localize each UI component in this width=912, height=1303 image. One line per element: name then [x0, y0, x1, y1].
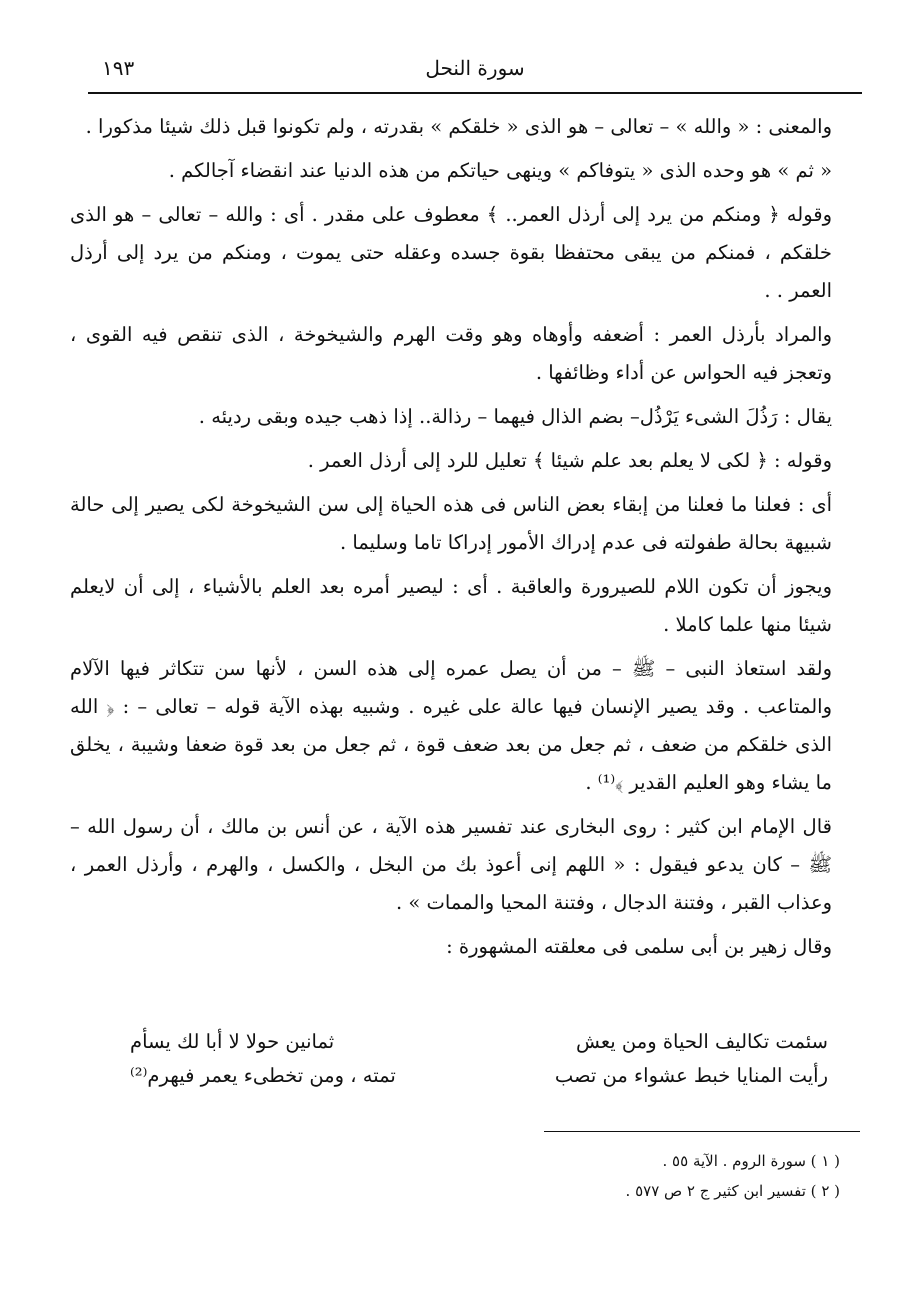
- header-rule: [88, 92, 862, 94]
- paragraph: « ثم » هو وحده الذى « يتوفاكم » وينهى حياتكم من هذه الدنيا عند انقضاء آجالكم .: [168, 159, 832, 182]
- footnote-rule: [544, 1131, 860, 1132]
- paragraph: ويجوز أن تكون اللام للصيرورة والعاقبة . أى : ليصير أمره بعد العلم بالأشياء ، إلى أن لايعلم شيئا منها علما كاملا .: [70, 575, 832, 636]
- paragraph: وقوله ﴿ ومنكم من يرد إلى أرذل العمر.. ﴾ معطوف على مقدر . أى : والله – تعالى – هو الذى خلقكم ، فمنكم من يبقى محتفظا بقوة جسده وعقله حتى يموت ، ومنكم من يرد إلى أرذل العمر . .: [70, 203, 832, 302]
- paragraph: ولقد استعاذ النبى – ﷺ – من أن يصل عمره إلى هذه السن ، لأنها سن تتكاثر فيها الآلام والمتاعب . وقد يصير الإنسان فيها عالة على غيره . وشبيه بهذه الآية قوله – تعالى – : ﴿ الله الذى خلقكم من ضعف ، ثم جعل من بعد ضعف قوة ، ثم جعل من بعد قوة ضعفا وشيبة ، يخلق ما يشاء وهو العليم القدير ﴾⁽¹⁾ .: [70, 657, 832, 794]
- verse-second-half: ثمانين حولا لا أبا لك يسأم: [130, 1030, 335, 1053]
- paragraph: يقال : رَذُلَ الشىء يَرْذُل– بضم الذال فيهما – رذالة.. إذا ذهب جيده وبقى رديئه .: [198, 405, 832, 428]
- page-number: ١٩٣: [102, 56, 135, 80]
- verse-first-half: رأيت المنايا خبط عشواء من تصب: [554, 1064, 828, 1087]
- footnotes: [300, 1146, 840, 1206]
- paragraph: وقال زهير بن أبى سلمى فى معلقته المشهورة :: [446, 935, 832, 958]
- paragraph: وقوله : ﴿ لكى لا يعلم بعد علم شيئا ﴾ تعليل للرد إلى أرذل العمر .: [307, 449, 832, 472]
- poem-verse: [130, 1059, 828, 1093]
- verse-second-half: تمته ، ومن تخطىء يعمر فيهرم⁽²⁾: [130, 1064, 396, 1087]
- main-text: [70, 108, 862, 972]
- page-header: [88, 52, 862, 88]
- surah-title: سورة النحل: [425, 56, 525, 80]
- verse-first-half: سئمت تكاليف الحياة ومن يعش: [576, 1030, 828, 1053]
- poem-verses: [130, 1025, 828, 1093]
- paragraph: أى : فعلنا ما فعلنا من إبقاء بعض الناس فى هذه الحياة إلى سن الشيخوخة لكى يصير إلى حالة شبيهة بحالة طفولته فى عدم إدراك الأمور إدراكا تاما وسليما .: [70, 493, 832, 554]
- footnote: ( ١ ) سورة الروم . الآية ٥٥ .: [662, 1152, 840, 1170]
- paragraph: والمراد بأرذل العمر : أضعفه وأوهاه وهو وقت الهرم والشيخوخة ، الذى تنقص فيه القوى ، وتعجز فيه الحواس عن أداء وظائفها .: [70, 323, 832, 384]
- paragraph: والمعنى : « والله » – تعالى – هو الذى « خلقكم » بقدرته ، ولم تكونوا قبل ذلك شيئا مذكورا .: [85, 115, 832, 138]
- paragraph: قال الإمام ابن كثير : روى البخارى عند تفسير هذه الآية ، عن أنس بن مالك ، أن رسول الله – ﷺ – كان يدعو فيقول : « اللهم إنى أعوذ بك من البخل ، والكسل ، والهرم ، وأرذل العمر ، وعذاب القبر ، وفتنة الدجال ، وفتنة المحيا والممات » .: [70, 815, 832, 914]
- poem-verse: [130, 1025, 828, 1059]
- footnote: ( ٢ ) تفسير ابن كثير ج ٢ ص ٥٧٧ .: [625, 1182, 840, 1200]
